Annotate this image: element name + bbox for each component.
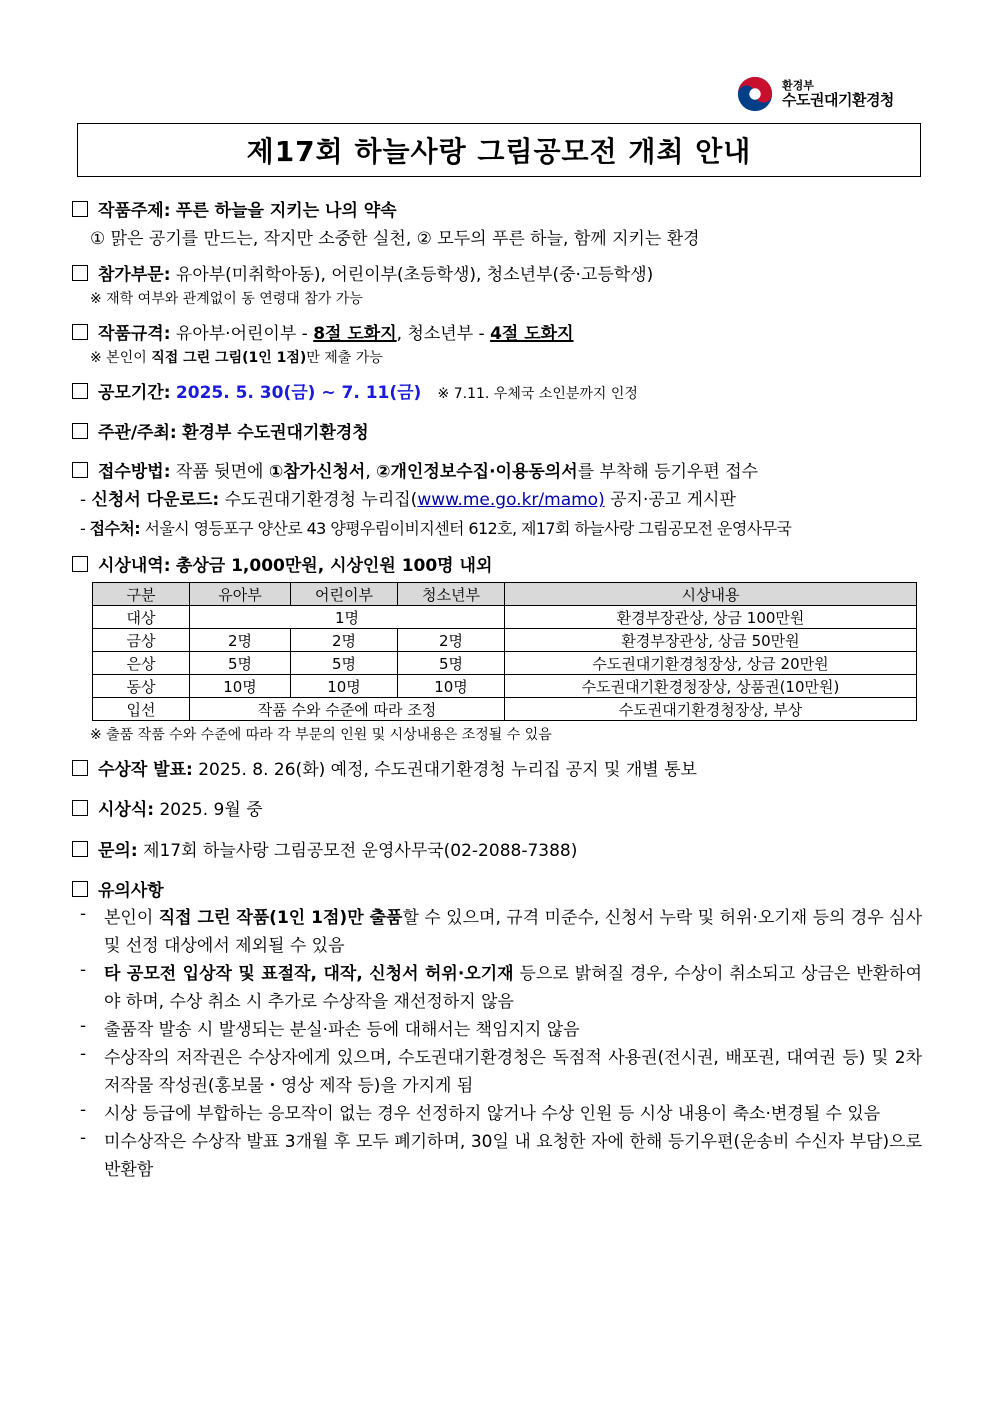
agency-name: 수도권대기환경청 xyxy=(782,90,894,109)
table-row: 동상 10명 10명 10명 수도권대기환경청장상, 상품권(10만원) xyxy=(93,675,917,698)
awards-section: 시상내역: 총상금 1,000만원, 시상인원 100명 내외 xyxy=(72,556,922,576)
period-section: 공모기간: 2025. 5. 30(금) ~ 7. 11(금) ※ 7.11. 우체국 소인분까지 인정 xyxy=(72,383,922,403)
checkbox-icon xyxy=(72,556,88,572)
download-line: - 신청서 다운로드: 수도권대기환경청 누리집(www.me.go.kr/mamo) 공지·공고 게시판 xyxy=(80,490,736,511)
checkbox-icon xyxy=(72,383,88,399)
list-item: - 시상 등급에 부합하는 응모작이 없는 경우 선정하지 않거나 수상 인원 등 시상 내용이 축소·변경될 수 있음 xyxy=(80,1099,881,1124)
list-item: - 수상작의 저작권은 수상자에게 있으며, 수도권대기환경청은 독점적 사용권(전시권, 배포권, 대여권 등) 및 2차 저작물 작성권(홍보물・영상 제작 등)을 가지게 됨 xyxy=(80,1043,922,1096)
table-row: 금상 2명 2명 2명 환경부장관상, 상금 50만원 xyxy=(93,629,917,652)
checkbox-icon xyxy=(72,201,88,217)
table-header-cell: 어린이부 xyxy=(291,583,398,606)
address-line: - 접수처: 서울시 영등포구 양산로 43 양평우림이비지센터 612호, 제17회 하늘사랑 그림공모전 운영사무국 xyxy=(80,518,792,538)
page-title: 제17회 하늘사랑 그림공모전 개최 안내 xyxy=(77,123,921,177)
checkbox-icon xyxy=(72,265,88,281)
spec-section: 작품규격: 유아부·어린이부 - 8절 도화지, 청소년부 - 4절 도화지 xyxy=(72,324,922,344)
theme-detail: ① 맑은 공기를 만드는, 작지만 소중한 실천, ② 모두의 푸른 하늘, 함께 지키는 환경 xyxy=(90,229,700,250)
notice-body xyxy=(72,195,922,1184)
ceremony-section: 시상식: 2025. 9월 중 xyxy=(72,800,922,820)
table-header-row xyxy=(93,583,917,606)
host-section: 주관/주최: 환경부 수도권대기환경청 xyxy=(72,423,922,443)
table-header-cell: 구분 xyxy=(93,583,190,606)
checkbox-icon xyxy=(72,760,88,776)
spec-note: ※ 본인이 직접 그린 그림(1인 1점)만 제출 가능 xyxy=(90,350,383,367)
table-row: 은상 5명 5명 5명 수도권대기환경청장상, 상금 20만원 xyxy=(93,652,917,675)
awards-note: ※ 출품 작품 수와 수준에 따라 각 부문의 인원 및 시상내용은 조정될 수 있음 xyxy=(90,727,552,744)
notes-section: 유의사항 xyxy=(72,881,922,901)
checkbox-icon xyxy=(72,462,88,478)
checkbox-icon xyxy=(72,324,88,340)
homepage-link[interactable]: www.me.go.kr/mamo) xyxy=(417,490,605,511)
list-item: - 타 공모전 입상작 및 표절작, 대작, 신청서 허위·오기재 등으로 밝혀질 경우, 수상이 취소되고 상금은 반환하여야 하며, 수상 취소 시 추가로 수상작을 재선정하지 않음 xyxy=(80,959,922,1012)
table-header-cell: 유아부 xyxy=(190,583,291,606)
submit-section: 접수방법: 작품 뒷면에 ①참가신청서, ②개인정보수집·이용동의서를 부착해 등기우편 접수 xyxy=(72,462,922,482)
table-row: 대상 1명 환경부장관상, 상금 100만원 xyxy=(93,606,917,629)
table-header-cell: 청소년부 xyxy=(398,583,505,606)
table-header-cell: 시상내용 xyxy=(505,583,917,606)
contact-section: 문의: 제17회 하늘사랑 그림공모전 운영사무국(02-2088-7388) xyxy=(72,841,922,861)
checkbox-icon xyxy=(72,800,88,816)
theme-section: 작품주제: 푸른 하늘을 지키는 나의 약속 xyxy=(72,201,922,221)
checkbox-icon xyxy=(72,881,88,897)
list-item: - 출품작 발송 시 발생되는 분실·파손 등에 대해서는 책임지지 않음 xyxy=(80,1015,580,1040)
list-item: - 본인이 직접 그린 작품(1인 1점)만 출품할 수 있으며, 규격 미준수, 신청서 누락 및 허위·오기재 등의 경우 심사 및 선정 대상에서 제외될 수 있음 xyxy=(80,903,923,956)
ministry-name: 환경부 xyxy=(782,78,814,92)
agency-logo xyxy=(736,74,894,114)
announce-section: 수상작 발표: 2025. 8. 26(화) 예정, 수도권대기환경청 누리집 공지 및 개별 통보 xyxy=(72,760,922,780)
category-note: ※ 재학 여부와 관계없이 동 연령대 참가 가능 xyxy=(90,291,363,308)
checkbox-icon xyxy=(72,841,88,857)
taegeuk-emblem-icon xyxy=(736,75,774,113)
table-row: 입선 작품 수와 수준에 따라 조정 수도권대기환경청장상, 부상 xyxy=(93,698,917,721)
notes-list xyxy=(72,904,922,1184)
awards-table xyxy=(92,582,917,721)
checkbox-icon xyxy=(72,423,88,439)
category-section: 참가부문: 유아부(미취학아동), 어린이부(초등학생), 청소년부(중·고등학생) xyxy=(72,265,922,285)
list-item: - 미수상작은 수상작 발표 3개월 후 모두 폐기하며, 30일 내 요청한 자에 한해 등기우편(운송비 수신자 부담)으로 반환함 xyxy=(80,1128,922,1181)
